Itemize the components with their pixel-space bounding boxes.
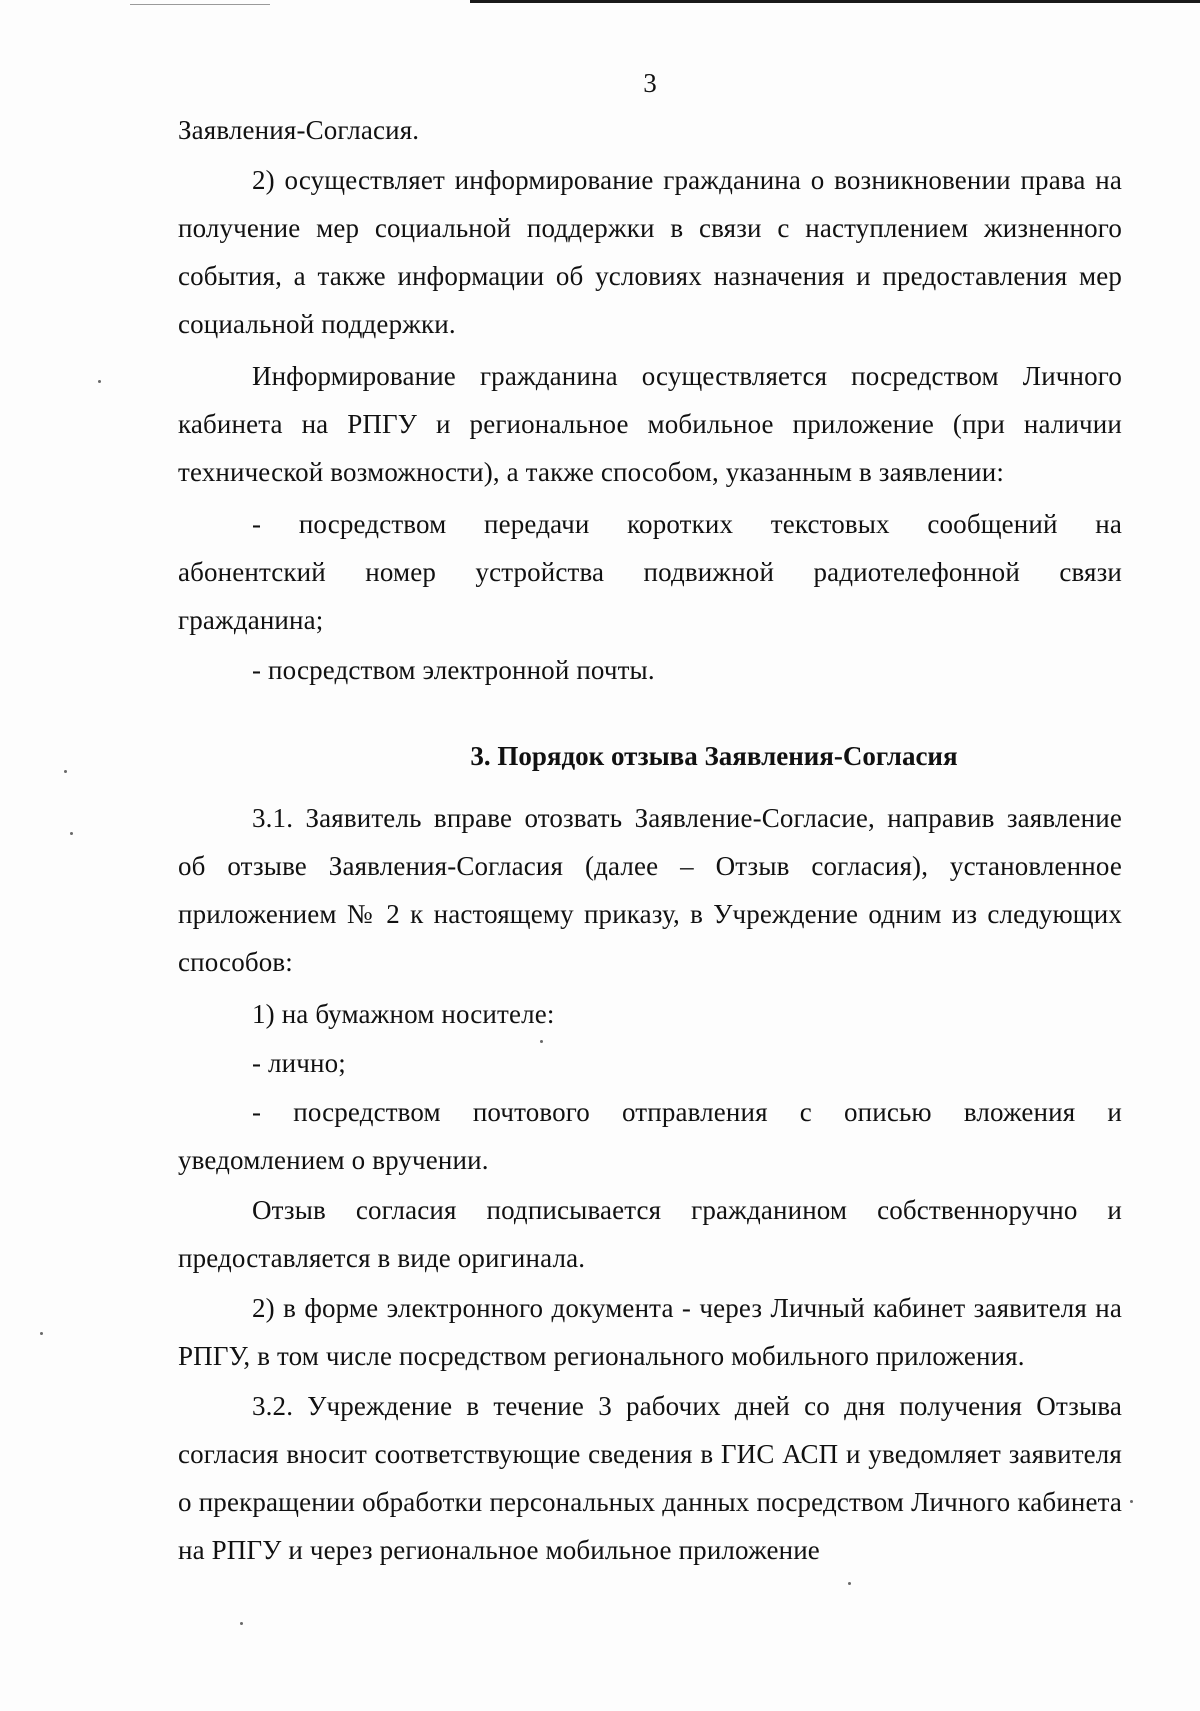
scan-speck [240, 1622, 243, 1625]
list-item-sms-line3: гражданина; [178, 605, 324, 635]
section-heading: 3. Порядок отзыва Заявления-Согласия [470, 741, 958, 771]
scan-speck [848, 1582, 851, 1585]
scan-speck [70, 832, 73, 835]
list-item-mail-line1: - посредством почтового отправления с описью вложения и [252, 1097, 1122, 1127]
scan-edge-line-faint [130, 4, 270, 5]
list-item-paper: 1) на бумажном носителе: [252, 999, 555, 1029]
paragraph-3-1: 3.1. Заявитель вправе отозвать Заявление-Согласие, направив заявление об отзыве Заявления-Согласия (далее – Отзыв согласия), установленное приложением № 2 к настоящему приказу, в Учреждение одним из следующих способов: [178, 803, 1122, 977]
scan-edge-line [470, 0, 1200, 3]
paragraph-signature: Отзыв согласия подписывается гражданином собственноручно и предоставляется в виде оригинала. [178, 1195, 1122, 1273]
paragraph-informing-right: 2) осуществляет информирование гражданина о возникновении права на получение мер социальной поддержки в связи с наступлением жизненного события, а также информации об условиях назначения и предоставления мер социальной поддержки. [178, 165, 1122, 339]
scan-speck [98, 380, 101, 383]
list-item-email: - посредством электронной почты. [252, 655, 655, 685]
list-item-mail-line2: уведомлением о вручении. [178, 1145, 489, 1175]
paragraph-3-2: 3.2. Учреждение в течение 3 рабочих дней со дня получения Отзыва согласия вносит соответствующие сведения в ГИС АСП и уведомляет заявителя о прекращении обработки персональных данных посредством Личного кабинета на РПГУ и через региональное мобильное приложение [178, 1391, 1122, 1565]
scan-speck [40, 1332, 43, 1335]
paragraph-continuation: Заявления-Согласия. [178, 115, 420, 145]
list-item-sms-line1: - посредством передачи коротких текстовых сообщений на [252, 509, 1122, 539]
paragraph-informing-method: Информирование гражданина осуществляется посредством Личного кабинета на РПГУ и региональное мобильное приложение (при наличии технической возможности), а также способом, указанным в заявлении: [178, 361, 1122, 487]
page-number: 3 [643, 68, 657, 98]
paragraph-electronic: 2) в форме электронного документа - через Личный кабинет заявителя на РПГУ, в том числе посредством регионального мобильного приложения. [178, 1293, 1122, 1371]
scan-speck [540, 1040, 543, 1043]
scan-speck [64, 770, 67, 773]
list-item-in-person: - лично; [252, 1048, 346, 1078]
scan-speck [1130, 1500, 1133, 1503]
list-item-sms-line2: абонентский номер устройства подвижной радиотелефонной связи [178, 557, 1122, 587]
